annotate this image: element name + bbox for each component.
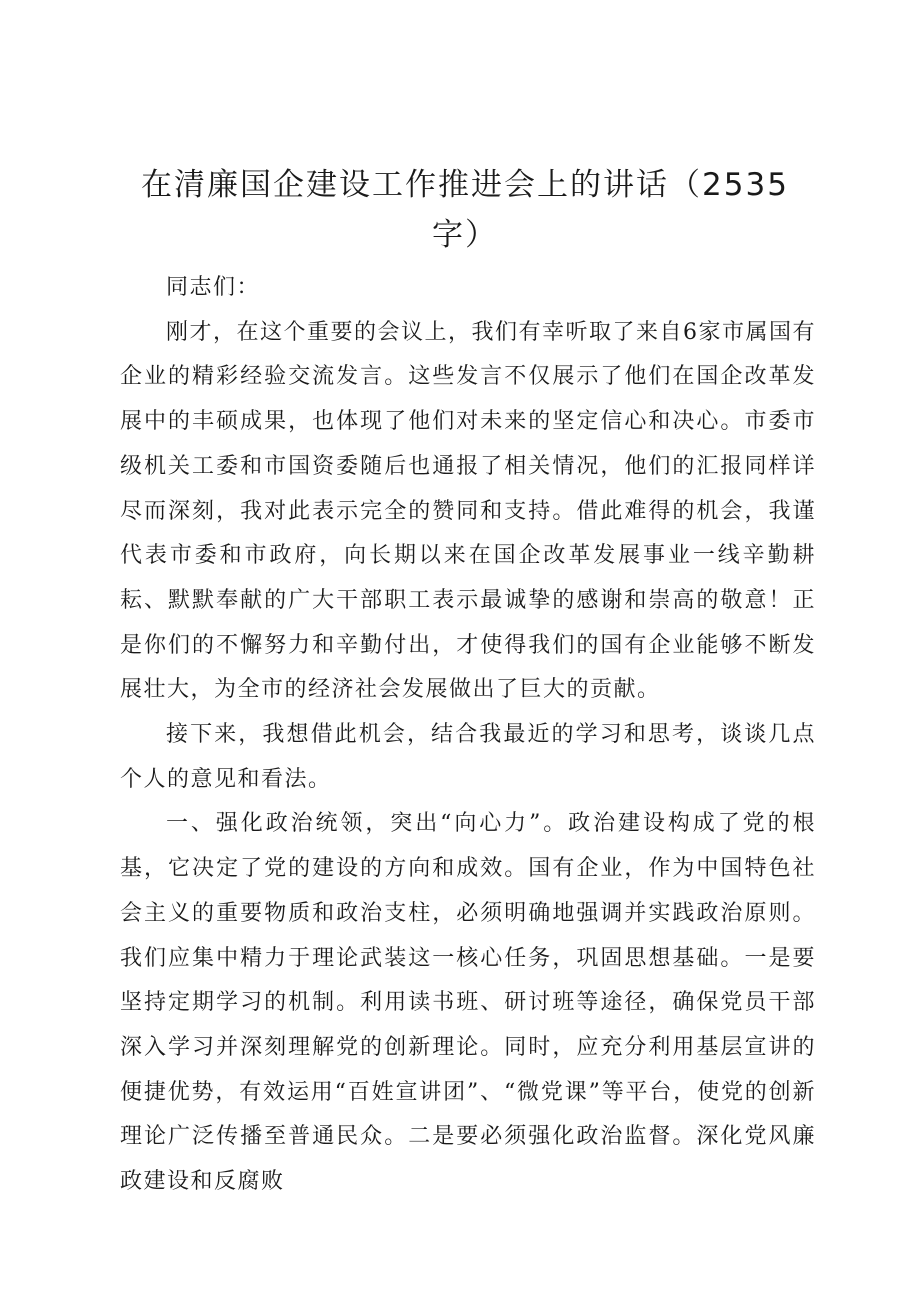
- paragraph: 一、强化政治统领，突出“向心力”。政治建设构成了党的根基，它决定了党的建设的方向和成效。国有企业，作为中国特色社会主义的重要物质和政治支柱，必须明确地强调并实践政治原则。我们应集中精力于理论武装这一核心任务，巩固思想基础。一是要坚持定期学习的机制。利用读书班、研讨班等途径，确保党员干部深入学习并深刻理解党的创新理论。同时，应充分利用基层宣讲的便捷优势，有效运用“百姓宣讲团”、“微党课”等平台，使党的创新理论广泛传播至普通民众。二是要必须强化政治监督。深化党风廉政建设和反腐败: [120, 811, 816, 1195]
- salutation: 同志们：: [166, 275, 261, 300]
- paragraph: 接下来，我想借此机会，结合我最近的学习和思考，谈谈几点个人的意见和看法。: [120, 722, 816, 792]
- document-title: 在清廉国企建设工作推进会上的讲话（2535字）: [141, 167, 789, 253]
- document-body: [120, 266, 816, 1205]
- paragraph: 刚才，在这个重要的会议上，我们有幸听取了来自6家市属国有企业的精彩经验交流发言。这些发言不仅展示了他们在国企改革发展中的丰硕成果，也体现了他们对未来的坚定信心和决心。市委市级机关工委和市国资委随后也通报了相关情况，他们的汇报同样详尽而深刻，我对此表示完全的赞同和支持。借此难得的机会，我谨代表市委和市政府，向长期以来在国企改革发展事业一线辛勤耕耘、默默奉献的广大干部职工表示最诚挚的感谢和崇高的敬意！正是你们的不懈努力和辛勤付出，才使得我们的国有企业能够不断发展壮大，为全市的经济社会发展做出了巨大的贡献。: [120, 319, 816, 703]
